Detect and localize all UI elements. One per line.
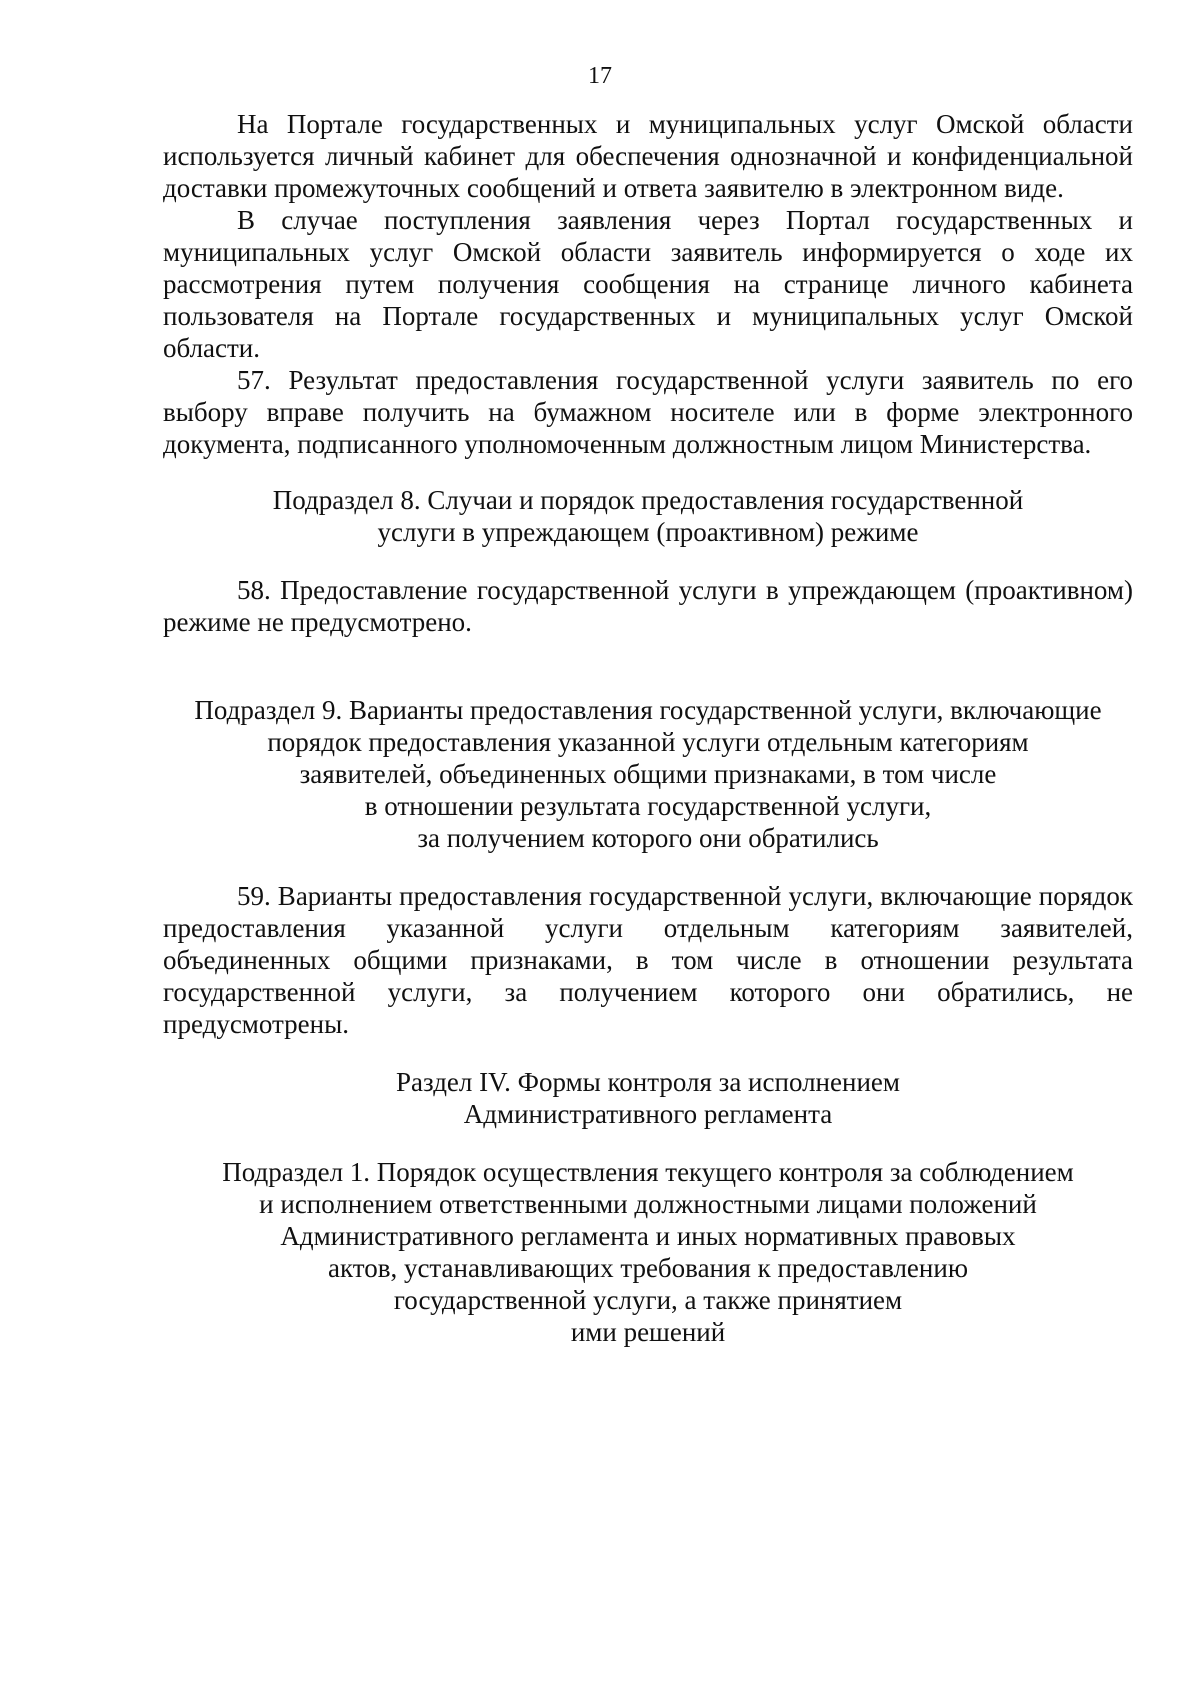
heading-subsection-9 — [163, 694, 1133, 854]
heading-line: государственной услуги, а также принятием — [393, 1285, 903, 1315]
heading-line: в отношении результата государственной услуги, — [364, 791, 932, 821]
heading-line: Раздел IV. Формы контроля за исполнением — [396, 1067, 900, 1097]
heading-line: Подраздел 8. Случаи и порядок предоставления государственной — [272, 485, 1024, 515]
heading-line: порядок предоставления указанной услуги отдельным категориям — [267, 727, 1029, 757]
document-body — [163, 108, 1133, 1348]
heading-line: Административного регламента — [463, 1099, 833, 1129]
heading-subsection-8 — [163, 484, 1133, 548]
heading-line: Подраздел 1. Порядок осуществления текущего контроля за соблюдением — [222, 1157, 1074, 1187]
heading-line: за получением которого они обратились — [417, 823, 879, 853]
heading-line: актов, устанавливающих требования к предоставлению — [328, 1253, 968, 1283]
heading-line: услуги в упреждающем (проактивном) режиме — [377, 517, 919, 547]
heading-section-4 — [163, 1066, 1133, 1130]
paragraph-application-status: В случае поступления заявления через Портал государственных и муниципальных услуг Омской области заявитель информируется о ходе их рассмотрения путем получения сообщения на странице личного кабинета пользователя на Портале государственных и муниципальных услуг Омской области. — [163, 205, 1133, 363]
heading-line: ими решений — [570, 1317, 726, 1347]
page-number: 17 — [588, 63, 612, 89]
paragraph-portal-cabinet: На Портале государственных и муниципальных услуг Омской области используется личный кабинет для обеспечения однозначной и конфиденциальной доставки промежуточных сообщений и ответа заявителю в электронном виде. — [163, 109, 1133, 203]
heading-line: и исполнением ответственными должностными лицами положений — [259, 1189, 1037, 1219]
heading-line: заявителей, объединенных общими признаками, в том числе — [299, 759, 997, 789]
heading-line: Административного регламента и иных нормативных правовых — [280, 1221, 1016, 1251]
paragraph-59: 59. Варианты предоставления государственной услуги, включающие порядок предоставления указанной услуги отдельным категориям заявителей, объединенных общими признаками, в том числе в отношении результата государственной услуги, за получением которого они обратились, не предусмотрены. — [163, 881, 1133, 1039]
paragraph-57: 57. Результат предоставления государственной услуги заявитель по его выбору вправе получить на бумажном носителе или в форме электронного документа, подписанного уполномоченным должностным лицом Министерства. — [163, 365, 1133, 459]
heading-subsection-1 — [163, 1156, 1133, 1348]
heading-line: Подраздел 9. Варианты предоставления государственной услуги, включающие — [194, 695, 1102, 725]
paragraph-58: 58. Предоставление государственной услуги в упреждающем (проактивном) режиме не предусмотрено. — [163, 575, 1133, 637]
